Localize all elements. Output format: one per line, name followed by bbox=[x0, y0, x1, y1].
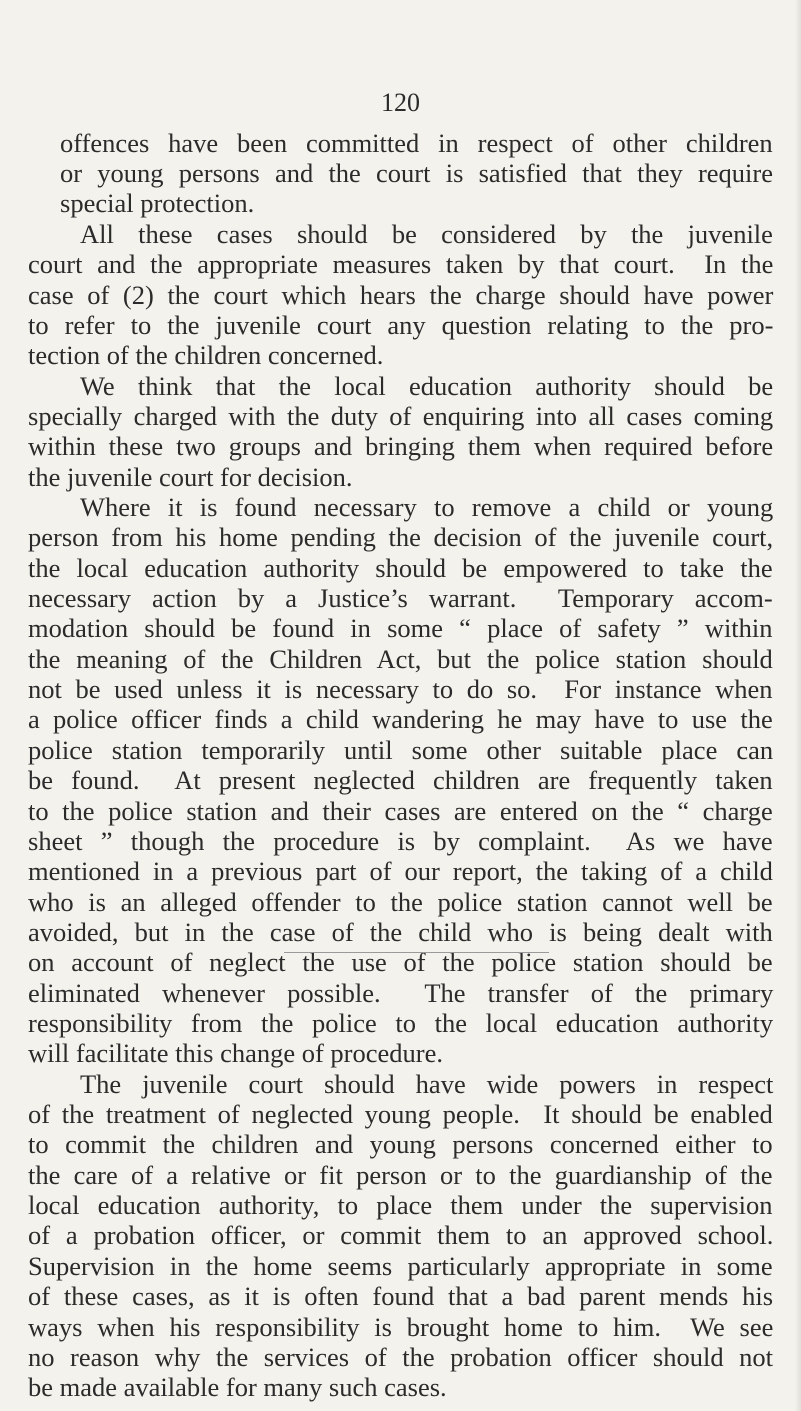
text-line: police station temporarily until some other suitable place can bbox=[28, 735, 774, 765]
text-line: offences have been committed in respect of other children bbox=[60, 128, 773, 158]
page-number: 120 bbox=[381, 88, 420, 117]
text-line: the care of a relative or fit person or to the guardianship of the bbox=[28, 1160, 773, 1190]
text-line: who is an alleged offender to the police station cannot well be bbox=[28, 887, 773, 917]
page-edge-shadow bbox=[795, 0, 801, 1411]
text-line: avoided, but in the case of the child who is being dealt with bbox=[28, 917, 773, 947]
text-line: on account of neglect the use of the police station should be bbox=[28, 947, 773, 977]
text-line: of a probation officer, or commit them to an approved school. bbox=[28, 1220, 774, 1250]
section-divider bbox=[284, 952, 549, 953]
text-line: tection of the children concerned. bbox=[28, 340, 384, 370]
text-line: sheet ” though the procedure is by complaint. As we have bbox=[28, 826, 773, 856]
text-line: modation should be found in some “ place of safety ” within bbox=[28, 613, 773, 643]
text-line: or young persons and the court is satisfied that they require bbox=[60, 158, 774, 188]
text-line: local education authority, to place them under the supervision bbox=[28, 1190, 773, 1220]
text-line: no reason why the services of the probation officer should not bbox=[28, 1342, 773, 1372]
text-line: Where it is found necessary to remove a child or young bbox=[80, 492, 774, 522]
text-line: to the police station and their cases are entered on the “ charge bbox=[28, 796, 773, 826]
text-line: specially charged with the duty of enquiring into all cases coming bbox=[28, 401, 774, 431]
text-line: of the treatment of neglected young people. It should be enabled bbox=[28, 1099, 773, 1129]
text-line: the juvenile court for decision. bbox=[28, 462, 353, 492]
text-line: the local education authority should be empowered to take the bbox=[28, 553, 773, 583]
text-line: mentioned in a previous part of our report, the taking of a child bbox=[28, 856, 773, 886]
text-line: Supervision in the home seems particularly appropriate in some bbox=[28, 1251, 773, 1281]
text-line: within these two groups and bringing them when required before bbox=[28, 431, 774, 461]
text-line: not be used unless it is necessary to do so. For instance when bbox=[28, 674, 773, 704]
text-line: person from his home pending the decision of the juvenile court, bbox=[28, 522, 774, 552]
text-line: be made available for many such cases. bbox=[28, 1372, 447, 1402]
text-line: ways when his responsibility is brought home to him. We see bbox=[28, 1312, 774, 1342]
text-line: to commit the children and young persons concerned either to bbox=[28, 1129, 773, 1159]
text-line: the meaning of the Children Act, but the police station should bbox=[28, 644, 773, 674]
text-line: eliminated whenever possible. The transfer of the primary bbox=[28, 978, 774, 1008]
text-line: The juvenile court should have wide powers in respect bbox=[80, 1069, 774, 1099]
text-line: will facilitate this change of procedure. bbox=[28, 1038, 443, 1068]
text-line: of these cases, as it is often found that a bad parent mends his bbox=[28, 1281, 774, 1311]
text-line: All these cases should be considered by the juvenile bbox=[80, 219, 773, 249]
text-line: case of (2) the court which hears the charge should have power bbox=[28, 280, 774, 310]
text-line: court and the appropriate measures taken by that court. In the bbox=[28, 249, 774, 279]
text-line: responsibility from the police to the local education authority bbox=[28, 1008, 774, 1038]
text-line: to refer to the juvenile court any question relating to the pro- bbox=[28, 310, 774, 340]
text-line: a police officer finds a child wandering he may have to use the bbox=[28, 704, 773, 734]
text-line: special protection. bbox=[60, 188, 255, 218]
text-line: be found. At present neglected children are frequently taken bbox=[28, 765, 773, 795]
text-line: We think that the local education authority should be bbox=[80, 371, 774, 401]
text-line: necessary action by a Justice’s warrant. Temporary accom- bbox=[28, 583, 773, 613]
